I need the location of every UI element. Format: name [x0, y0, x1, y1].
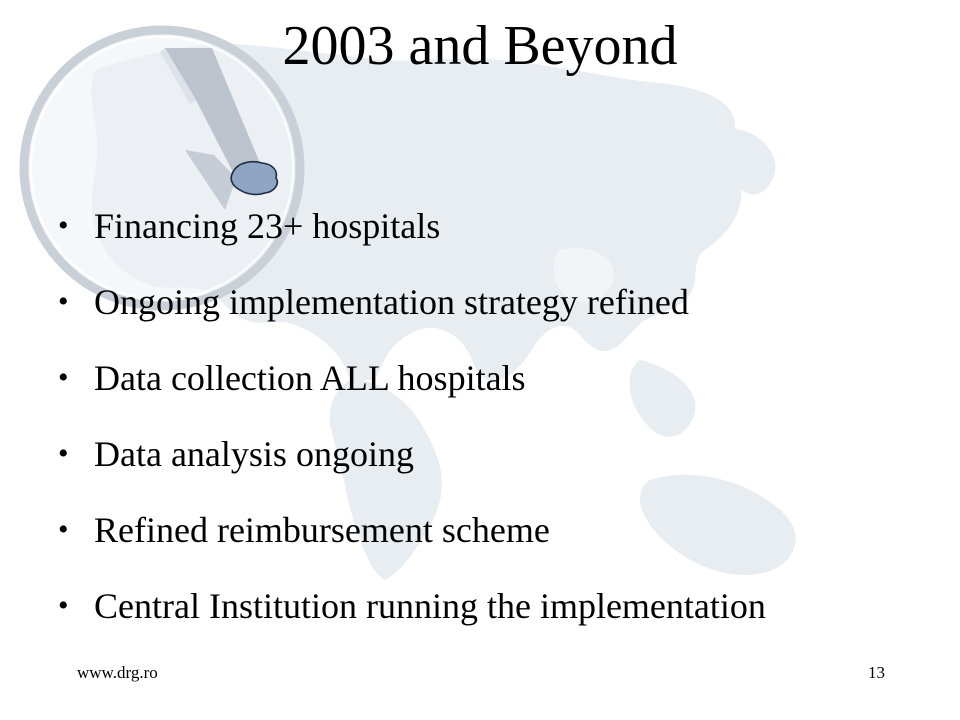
bullet-text: Data collection ALL hospitals — [94, 358, 526, 398]
bullet-dot-icon: • — [58, 361, 69, 394]
bullet-item — [56, 426, 766, 502]
bullet-list — [56, 198, 766, 654]
bullet-item — [56, 274, 766, 350]
bullet-dot-icon: • — [58, 437, 69, 470]
bullet-dot-icon: • — [58, 209, 69, 242]
bullet-item — [56, 198, 766, 274]
bullet-text: Financing 23+ hospitals — [94, 206, 441, 246]
bullet-item — [56, 578, 766, 654]
bullet-dot-icon: • — [58, 285, 69, 318]
bullet-item — [56, 502, 766, 578]
slide-title: 2003 and Beyond — [282, 15, 678, 77]
footer-url: www.drg.ro — [77, 663, 158, 682]
bullet-text: Ongoing implementation strategy refined — [94, 282, 689, 322]
bullet-dot-icon: • — [58, 589, 69, 622]
page-number: 13 — [868, 663, 885, 682]
bullet-dot-icon: • — [58, 513, 69, 546]
romania-marker — [231, 162, 277, 195]
bullet-item — [56, 350, 766, 426]
bullet-text: Data analysis ongoing — [94, 434, 414, 474]
bullet-text: Central Institution running the implementation — [94, 586, 766, 626]
bullet-text: Refined reimbursement scheme — [94, 510, 550, 550]
